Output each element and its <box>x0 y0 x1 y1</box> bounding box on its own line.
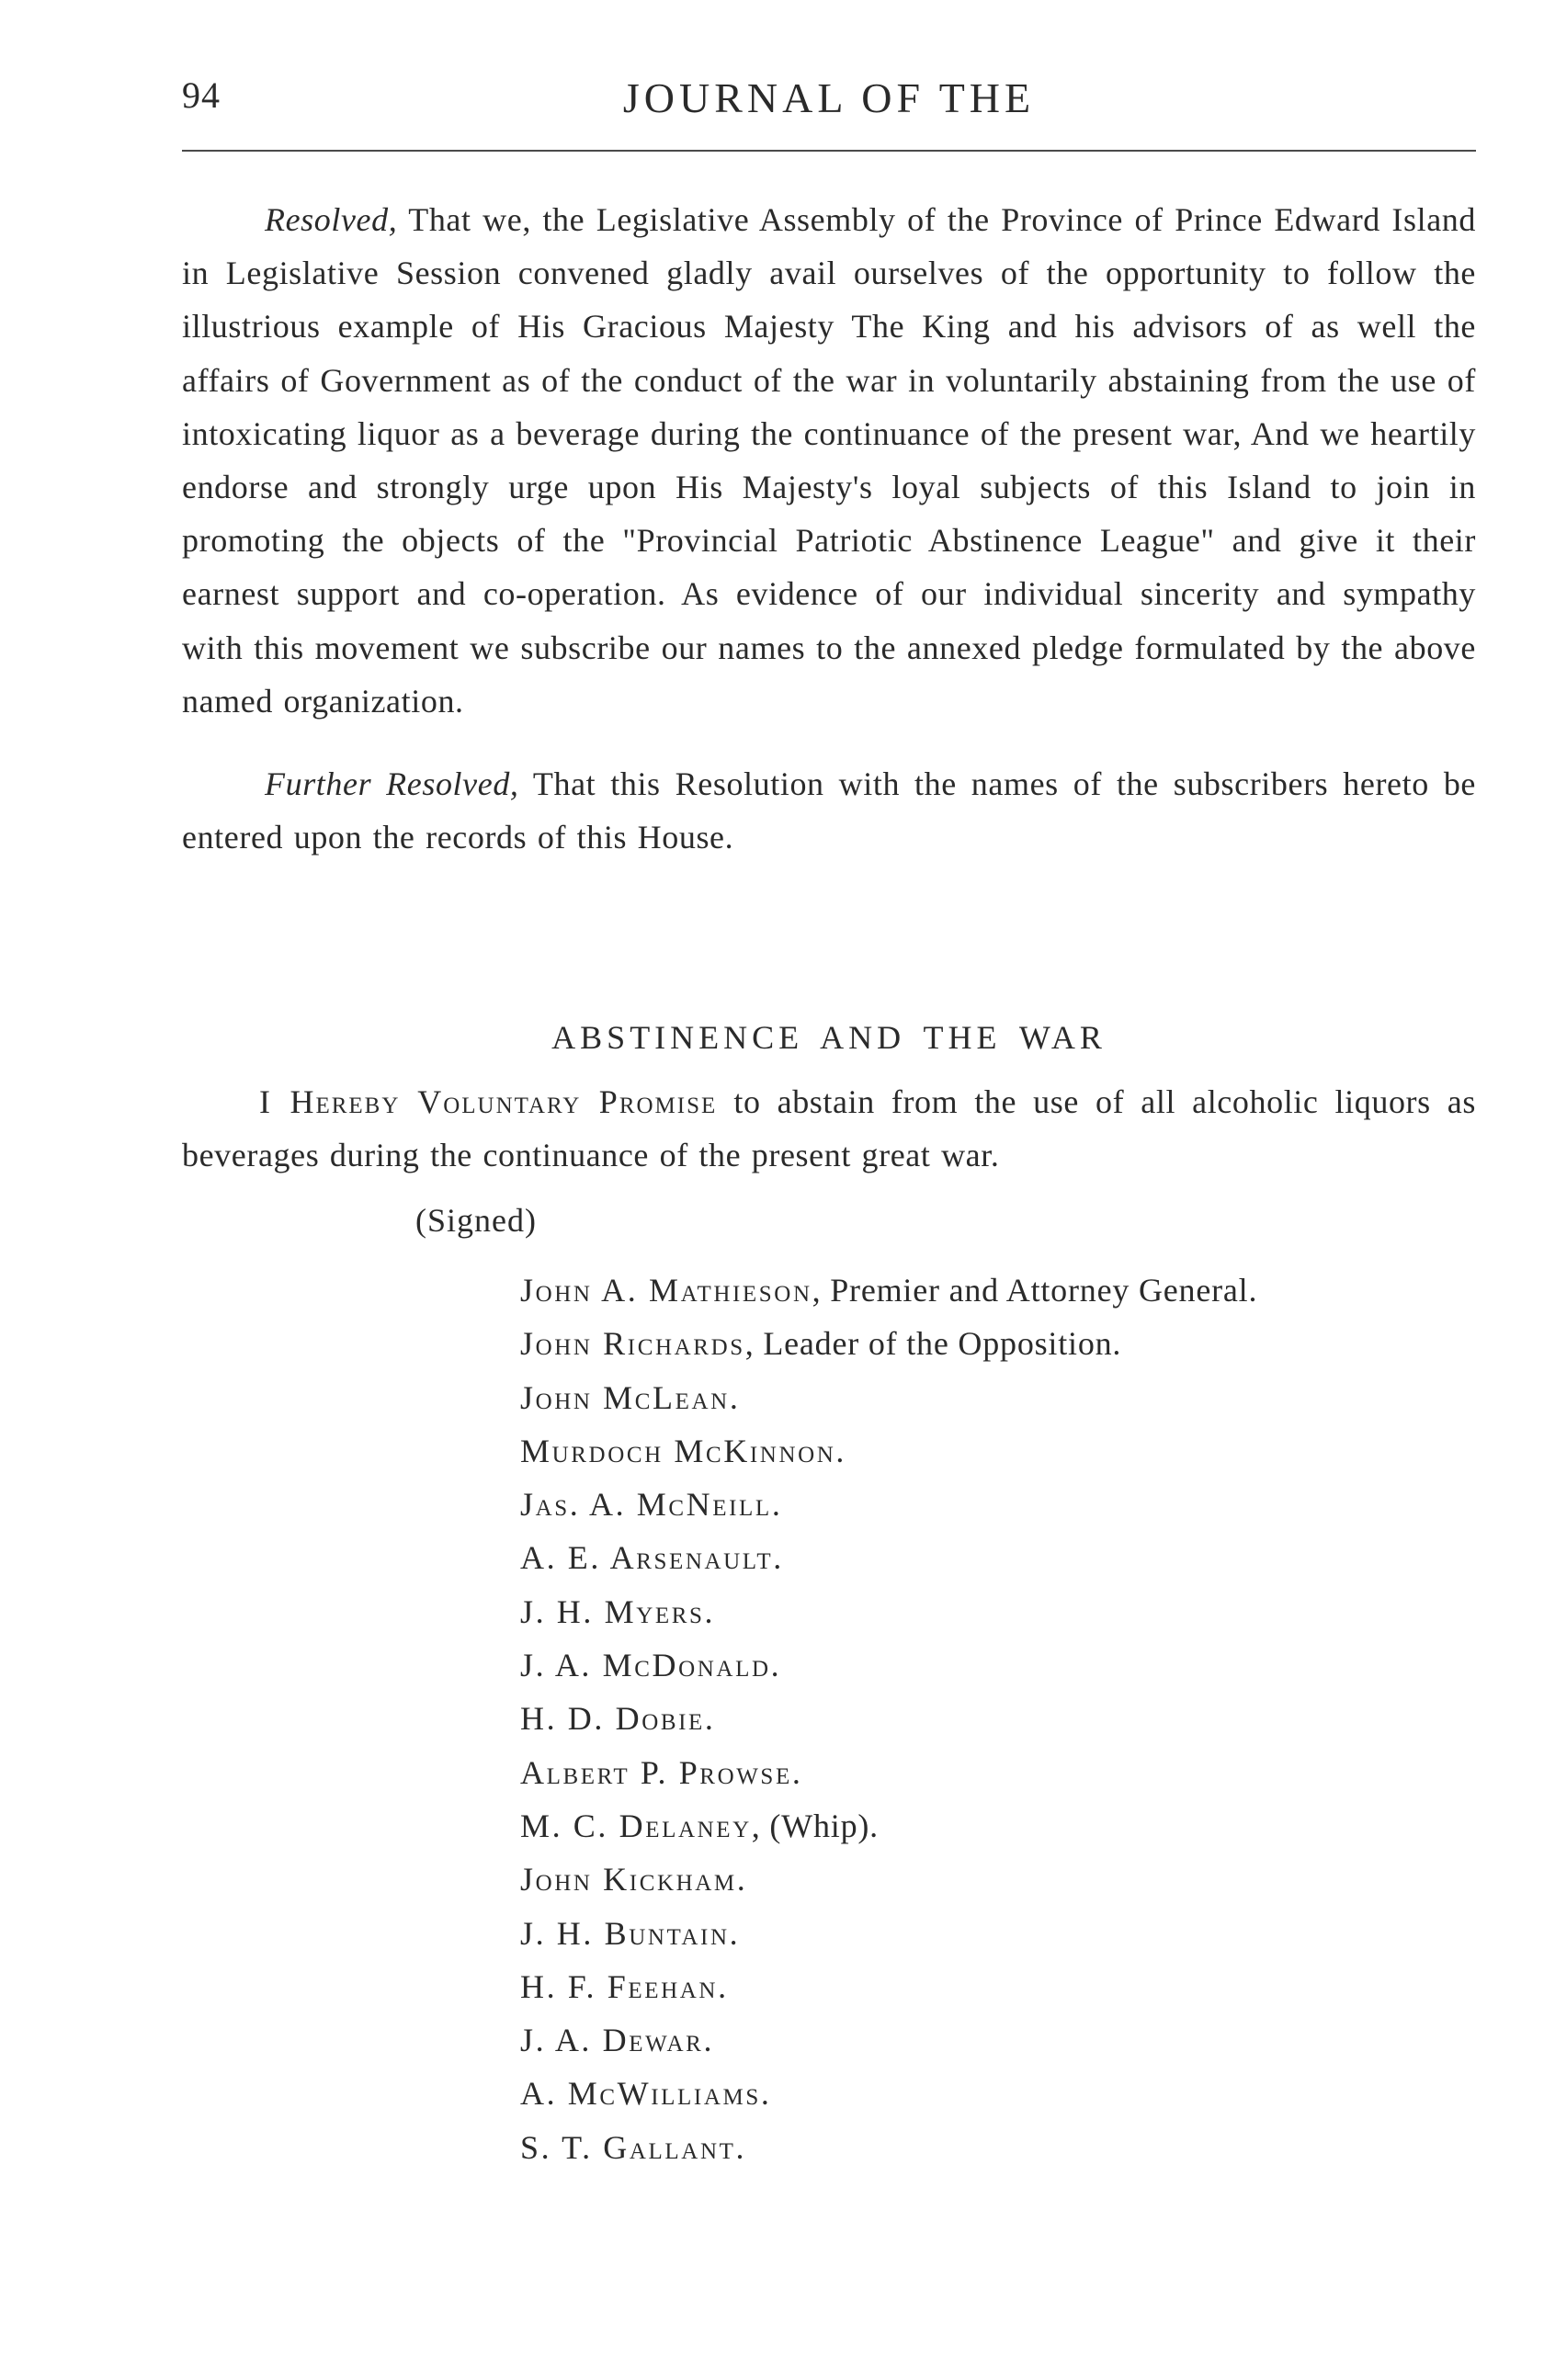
signatory-note: , Premier and Attorney General. <box>812 1272 1258 1309</box>
header-rule <box>182 150 1476 152</box>
signatory-note: . <box>704 1592 714 1630</box>
signatory-name: John Kickham <box>520 1861 737 1898</box>
signatory-note: . <box>835 1432 846 1469</box>
signatory-entry <box>520 1317 1476 1370</box>
signatory-entry <box>520 1585 1476 1638</box>
signatory-entry <box>520 1264 1476 1317</box>
pledge-lead-in: I Hereby Voluntary Promise <box>259 1083 718 1120</box>
signatory-name: M. C. Delaney <box>520 1807 752 1844</box>
signatory-name: Albert P. Prowse <box>520 1753 792 1791</box>
running-head: JOURNAL OF THE <box>622 74 1036 121</box>
signatory-name: J. A. Dewar <box>520 2022 704 2059</box>
signatory-entry <box>520 1638 1476 1692</box>
signatory-entry <box>520 1692 1476 1745</box>
signatory-name: John McLean <box>520 1378 730 1416</box>
signatory-list <box>520 1264 1476 2174</box>
signatory-name: J. H. Buntain <box>520 1914 730 1952</box>
signatory-entry <box>520 1424 1476 1478</box>
pledge-text: to abstain from the use of all alcoholic liquors as beverages during the continuance of the present great war. <box>182 1083 1476 1174</box>
signatory-name: J. H. Myers <box>520 1592 705 1630</box>
signatory-entry <box>520 1746 1476 1799</box>
pledge-paragraph <box>182 1075 1476 1182</box>
signatory-name: H. F. Feehan <box>520 1967 719 2005</box>
signatory-note: . <box>773 1539 783 1577</box>
signatory-note: . <box>791 1753 801 1791</box>
pledge-body <box>182 1075 1476 1182</box>
signatory-entry <box>520 1478 1476 1531</box>
signatory-name: A. McWilliams <box>520 2075 761 2113</box>
signatory-note: . <box>704 1700 714 1738</box>
signatory-note: . <box>703 2022 713 2059</box>
signatory-note: . <box>736 1861 746 1898</box>
signatory-name: S. T. Gallant <box>520 2128 736 2166</box>
signatory-entry <box>520 1853 1476 1906</box>
signatory-note: . <box>729 1914 739 1952</box>
signatory-entry <box>520 2121 1476 2174</box>
resolution-lead-in: Resolved, <box>265 201 398 238</box>
signatory-note: , (Whip). <box>751 1807 879 1844</box>
signed-label: (Signed) <box>415 1202 537 1239</box>
further-resolution-lead-in: Further Resolved, <box>265 765 519 803</box>
signatory-entry <box>520 1799 1476 1853</box>
signatory-entry <box>520 1960 1476 2013</box>
signatory-entry <box>520 1371 1476 1424</box>
resolution-text: That we, the Legislative Assembly of the Province of Prince Edward Island in Legislative Session convened gladly avail ourselves of the opportunity to follow the illustrious example of His Gracious Majesty The King and his advisors of as well the affairs of Government as of the conduct of the war in voluntarily abstaining from the use of intoxicating liquor as a beverage during the continuance of the present war, And we heartily endorse and strongly urge upon His Majesty's loyal subjects of this Island to join in promoting the objects of the "Provincial Patriotic Abstinence League" and give it their earnest support and co-operation. As evidence of our individual sincerity and sympathy with this movement we subscribe our names to the annexed pledge formulated by the above named organization. <box>182 201 1477 720</box>
signatory-name: H. D. Dobie <box>520 1700 705 1738</box>
pledge-title: ABSTINENCE AND THE WAR <box>551 1019 1107 1056</box>
signatory-name: John Richards <box>520 1325 745 1363</box>
signatory-note: . <box>729 1378 739 1416</box>
signatory-note: . <box>735 2128 745 2166</box>
signatory-note: . <box>771 1486 781 1524</box>
signatory-entry <box>520 1907 1476 1960</box>
signatory-note: , Leader of the Opposition. <box>744 1325 1122 1363</box>
signatory-name: A. E. Arsenault <box>520 1539 774 1577</box>
further-resolution-paragraph <box>182 757 1476 864</box>
further-resolution-text: That this Resolution with the names of the subscribers hereto be entered upon the records of this House. <box>182 765 1476 856</box>
signatory-entry <box>520 2067 1476 2120</box>
signatory-name: Murdoch McKinnon <box>520 1432 836 1469</box>
signatory-name: John A. Mathieson <box>520 1272 812 1309</box>
signatory-note: . <box>770 1647 780 1684</box>
page-number: 94 <box>182 74 221 116</box>
signatory-name: Jas. A. McNeill <box>520 1486 772 1524</box>
signatory-note: . <box>760 2075 770 2113</box>
signatory-note: . <box>718 1967 727 2005</box>
signatory-name: J. A. McDonald <box>520 1647 771 1684</box>
signatory-entry <box>520 2013 1476 2067</box>
resolution-paragraph <box>182 193 1476 728</box>
page-header <box>182 74 1476 138</box>
resolution-body <box>182 193 1476 864</box>
signatory-entry <box>520 1531 1476 1584</box>
